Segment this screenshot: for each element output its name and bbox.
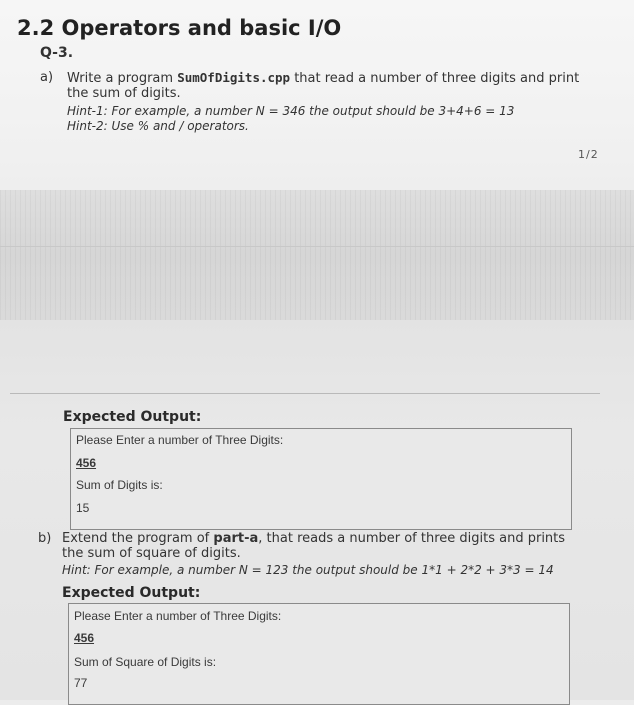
part-a-filename: SumOfDigits.cpp (177, 70, 291, 85)
output-a-input: 456 (76, 456, 97, 470)
question-number: Q-3. (40, 45, 74, 61)
expected-output-a-label: Expected Output: (63, 409, 202, 425)
part-b-line2: the sum of square of digits. (62, 546, 241, 561)
page-gap (0, 190, 634, 320)
expected-output-b-label: Expected Output: (62, 585, 201, 601)
output-a-result-label: Sum of Digits is: (76, 478, 163, 492)
part-b-part-ref: part-a (213, 531, 259, 546)
page-number: 1/2 (578, 148, 599, 161)
part-a-line1-after: that read a number of three digits and print (290, 71, 580, 86)
separator-line (10, 393, 600, 394)
part-a-line1-before: Write a program (67, 71, 178, 86)
section-title: 2.2 Operators and basic I/O (17, 16, 342, 40)
part-b-line1-before: Extend the program of (62, 531, 214, 546)
part-a-line1 (67, 70, 579, 86)
part-b-marker: b) (38, 531, 52, 546)
output-b-prompt: Please Enter a number of Three Digits: (74, 609, 282, 623)
part-b-hint: Hint: For example, a number N = 123 the output should be 1*1 + 2*2 + 3*3 = 14 (62, 563, 554, 577)
part-b-line1 (62, 531, 565, 546)
part-a-marker: a) (40, 70, 54, 85)
part-b-line1-after: , that reads a number of three digits and prints (258, 531, 566, 546)
output-b-result-label: Sum of Square of Digits is: (74, 655, 217, 669)
expected-output-b-box (68, 603, 570, 705)
part-a-line2: the sum of digits. (67, 86, 181, 101)
expected-output-a-box (70, 428, 572, 530)
part-a-hint1: Hint-1: For example, a number N = 346 the output should be 3+4+6 = 13 (67, 104, 515, 118)
output-b-result-value: 77 (74, 676, 88, 690)
output-a-result-value: 15 (76, 501, 90, 515)
page-gap-line (0, 246, 634, 247)
part-a-hint2: Hint-2: Use % and / operators. (67, 119, 249, 133)
output-b-input: 456 (74, 631, 95, 645)
output-a-prompt: Please Enter a number of Three Digits: (76, 433, 284, 447)
